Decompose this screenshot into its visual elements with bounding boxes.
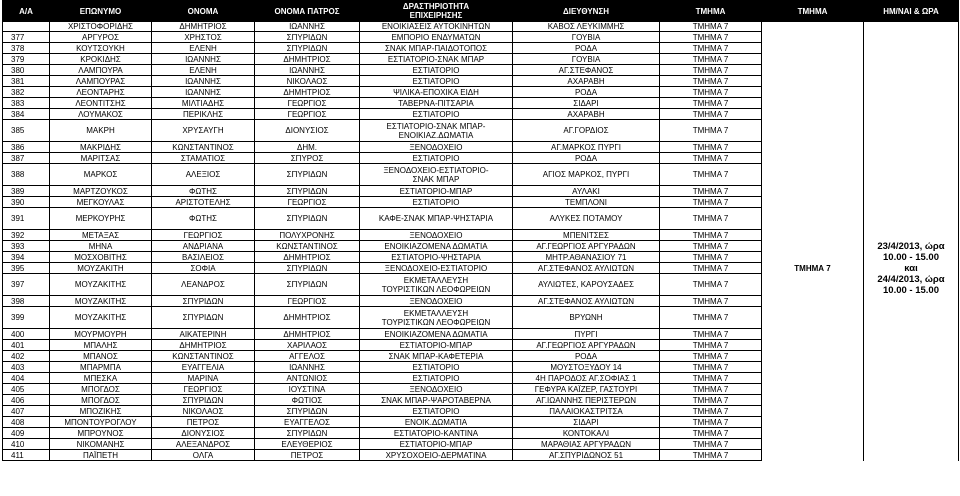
- cell-activity: ΞΕΝΟΔΟΧΕΙΟ: [360, 296, 513, 307]
- cell-address: ΑΓ.ΣΤΕΦΑΝΟΣ: [513, 65, 660, 76]
- cell-department: ΤΜΗΜΑ 7: [660, 186, 762, 197]
- cell-surname: ΠΑΪΠΕΤΗ: [50, 450, 152, 461]
- cell-address: ΠΑΛΑΙΟΚΑΣΤΡΙΤΣΑ: [513, 406, 660, 417]
- cell-surname: ΜΟΣΧΟΒΙΤΗΣ: [50, 252, 152, 263]
- cell-department: ΤΜΗΜΑ 7: [660, 164, 762, 186]
- cell-department: ΤΜΗΜΑ 7: [660, 340, 762, 351]
- cell-father-name: ΣΠΥΡΙΔΩΝ: [255, 263, 360, 274]
- cell-activity: ΨΙΛΙΚΑ-ΕΠΟΧΙΚΑ ΕΙΔΗ: [360, 87, 513, 98]
- cell-name: ΣΟΦΙΑ: [152, 263, 255, 274]
- cell-surname: ΜΑΡΚΟΣ: [50, 164, 152, 186]
- cell-name: ΣΠΥΡΙΔΩΝ: [152, 307, 255, 329]
- side-department-label: ΤΜΗΜΑ 7: [762, 208, 864, 329]
- cell-name: ΑΡΙΣΤΟΤΕΛΗΣ: [152, 197, 255, 208]
- header-cell-department-2: ΤΜΗΜΑ: [762, 1, 864, 22]
- cell-name: ΧΡΥΣΑΥΓΗ: [152, 120, 255, 142]
- side-datetime-column-bottom: [864, 329, 959, 461]
- table-row: [3, 208, 959, 230]
- cell-surname: ΜΑΡΙΤΣΑΣ: [50, 153, 152, 164]
- cell-activity: ΕΝΟΙΚ.ΔΩΜΑΤΙΑ: [360, 417, 513, 428]
- cell-department: ΤΜΗΜΑ 7: [660, 450, 762, 461]
- cell-surname: ΜΠΟΓΔΟΣ: [50, 395, 152, 406]
- cell-father-name: ΓΕΩΡΓΙΟΣ: [255, 98, 360, 109]
- side-datetime-column-top: [864, 22, 959, 208]
- cell-surname: ΛΕΟΝΤΙΤΣΗΣ: [50, 98, 152, 109]
- cell-number: 407: [3, 406, 50, 417]
- cell-name: ΔΙΟΝΥΣΙΟΣ: [152, 428, 255, 439]
- cell-name: ΛΕΑΝΔΡΟΣ: [152, 274, 255, 296]
- header-cell-address: ΔΙΕΥΘΥΝΣΗ: [513, 1, 660, 22]
- cell-number: 387: [3, 153, 50, 164]
- cell-activity: ΚΑΦΕ-ΣΝΑΚ ΜΠΑΡ-ΨΗΣΤΑΡΙΑ: [360, 208, 513, 230]
- cell-number: 395: [3, 263, 50, 274]
- cell-activity: ΕΝΟΙΚΙΑΖΟΜΕΝΑ ΔΩΜΑΤΙΑ: [360, 241, 513, 252]
- cell-department: ΤΜΗΜΑ 7: [660, 252, 762, 263]
- cell-number: 382: [3, 87, 50, 98]
- cell-activity: ΕΚΜΕΤΑΛΛΕΥΣΗ ΤΟΥΡΙΣΤΙΚΩΝ ΛΕΟΦΩΡΕΙΩΝ: [360, 307, 513, 329]
- cell-father-name: ΠΕΤΡΟΣ: [255, 450, 360, 461]
- cell-address: ΓΟΥΒΙΑ: [513, 54, 660, 65]
- cell-activity: ΕΣΤΙΑΤΟΡΙΟ: [360, 65, 513, 76]
- cell-father-name: ΙΩΑΝΝΗΣ: [255, 362, 360, 373]
- cell-department: ΤΜΗΜΑ 7: [660, 32, 762, 43]
- cell-activity: ΕΣΤΙΑΤΟΡΙΟ-ΨΗΣΤΑΡΙΑ: [360, 252, 513, 263]
- registry-table: [2, 0, 959, 461]
- cell-address: ΡΟΔΑ: [513, 153, 660, 164]
- cell-department: ΤΜΗΜΑ 7: [660, 439, 762, 450]
- cell-surname: ΜΠΟΝΤΟΥΡΟΓΛΟΥ: [50, 417, 152, 428]
- cell-address: ΚΑΒΟΣ ΛΕΥΚΙΜΜΗΣ: [513, 22, 660, 32]
- header-cell-name: ΟΝΟΜΑ: [152, 1, 255, 22]
- cell-activity: ΕΣΤΙΑΤΟΡΙΟ: [360, 153, 513, 164]
- cell-activity: ΧΡΥΣΟΧΟΕΙΟ-ΔΕΡΜΑΤΙΝΑ: [360, 450, 513, 461]
- cell-number: 410: [3, 439, 50, 450]
- cell-name: ΑΛΕΞΑΝΔΡΟΣ: [152, 439, 255, 450]
- cell-surname: ΛΑΜΠΟΥΡΑ: [50, 65, 152, 76]
- header-row: [3, 1, 959, 22]
- cell-father-name: ΧΑΡΙΛΑΟΣ: [255, 340, 360, 351]
- cell-number: 405: [3, 384, 50, 395]
- cell-address: ΑΧΑΡΑΒΗ: [513, 109, 660, 120]
- schedule-line: 10.00 - 15.00: [883, 284, 939, 296]
- cell-address: ΣΙΔΑΡΙ: [513, 98, 660, 109]
- cell-number: 397: [3, 274, 50, 296]
- cell-father-name: ΙΩΑΝΝΗΣ: [255, 22, 360, 32]
- cell-department: ΤΜΗΜΑ 7: [660, 208, 762, 230]
- cell-department: ΤΜΗΜΑ 7: [660, 87, 762, 98]
- cell-surname: ΛΑΜΠΟΥΡΑΣ: [50, 76, 152, 87]
- cell-father-name: ΑΝΤΩΝΙΟΣ: [255, 373, 360, 384]
- cell-father-name: ΙΟΥΣΤΙΝΑ: [255, 384, 360, 395]
- cell-department: ΤΜΗΜΑ 7: [660, 406, 762, 417]
- cell-department: ΤΜΗΜΑ 7: [660, 142, 762, 153]
- cell-department: ΤΜΗΜΑ 7: [660, 43, 762, 54]
- cell-surname: ΜΠΑΡΜΠΑ: [50, 362, 152, 373]
- cell-surname: ΜΟΥΖΑΚΙΤΗΣ: [50, 296, 152, 307]
- cell-name: ΣΤΑΜΑΤΙΟΣ: [152, 153, 255, 164]
- cell-department: ΤΜΗΜΑ 7: [660, 351, 762, 362]
- cell-activity: ΞΕΝΟΔΟΧΕΙΟ: [360, 142, 513, 153]
- cell-address: ΠΥΡΓΙ: [513, 329, 660, 340]
- cell-surname: ΜΑΡΤΖΟΥΚΟΣ: [50, 186, 152, 197]
- cell-department: ΤΜΗΜΑ 7: [660, 362, 762, 373]
- cell-name: ΣΠΥΡΙΔΩΝ: [152, 395, 255, 406]
- side-department-column-bottom: [762, 329, 864, 461]
- cell-address: ΑΓ.ΜΑΡΚΟΣ ΠΥΡΓΙ: [513, 142, 660, 153]
- cell-father-name: ΔΙΟΝΥΣΙΟΣ: [255, 120, 360, 142]
- cell-name: ΕΥΑΓΓΕΛΙΑ: [152, 362, 255, 373]
- header-cell-aa: Α/Α: [3, 1, 50, 22]
- cell-surname: ΝΙΚΟΜΑΝΗΣ: [50, 439, 152, 450]
- cell-name: ΦΩΤΗΣ: [152, 186, 255, 197]
- cell-address: ΜΠΕΝΙΤΣΕΣ: [513, 230, 660, 241]
- cell-address: ΚΟΝΤΟΚΑΛΙ: [513, 428, 660, 439]
- cell-father-name: ΦΩΤΙΟΣ: [255, 395, 360, 406]
- cell-number: 398: [3, 296, 50, 307]
- header-cell-surname: ΕΠΩΝΥΜΟ: [50, 1, 152, 22]
- cell-number: 400: [3, 329, 50, 340]
- cell-name: ΦΩΤΗΣ: [152, 208, 255, 230]
- cell-number: 406: [3, 395, 50, 406]
- cell-father-name: ΔΗΜΗΤΡΙΟΣ: [255, 307, 360, 329]
- cell-name: ΚΩΝΣΤΑΝΤΙΝΟΣ: [152, 351, 255, 362]
- cell-activity: ΕΝΟΙΚΙΑΖΟΜΕΝΑ ΔΩΜΑΤΙΑ: [360, 329, 513, 340]
- cell-number: 409: [3, 428, 50, 439]
- cell-activity: ΕΣΤΙΑΤΟΡΙΟ: [360, 197, 513, 208]
- cell-father-name: ΔΗΜΗΤΡΙΟΣ: [255, 329, 360, 340]
- cell-name: ΜΑΡΙΝΑ: [152, 373, 255, 384]
- cell-address: ΑΓ.ΓΟΡΔΙΟΣ: [513, 120, 660, 142]
- cell-surname: ΜΠΡΟΥΝΟΣ: [50, 428, 152, 439]
- cell-surname: ΚΡΟΚΙΔΗΣ: [50, 54, 152, 65]
- cell-name: ΠΕΤΡΟΣ: [152, 417, 255, 428]
- cell-number: 403: [3, 362, 50, 373]
- cell-department: ΤΜΗΜΑ 7: [660, 307, 762, 329]
- cell-father-name: ΣΠΥΡΙΔΩΝ: [255, 208, 360, 230]
- schedule-line: 23/4/2013, ώρα: [877, 240, 945, 252]
- cell-activity: ΕΣΤΙΑΤΟΡΙΟ: [360, 373, 513, 384]
- cell-name: ΔΗΜΗΤΡΙΟΣ: [152, 340, 255, 351]
- cell-activity: ΕΣΤΙΑΤΟΡΙΟ: [360, 76, 513, 87]
- cell-department: ΤΜΗΜΑ 7: [660, 296, 762, 307]
- cell-name: ΚΩΝΣΤΑΝΤΙΝΟΣ: [152, 142, 255, 153]
- cell-address: ΑΓΙΟΣ ΜΑΡΚΟΣ, ΠΥΡΓΙ: [513, 164, 660, 186]
- cell-surname: ΜΑΚΡΗ: [50, 120, 152, 142]
- schedule-line: και: [904, 262, 918, 274]
- cell-department: ΤΜΗΜΑ 7: [660, 197, 762, 208]
- cell-surname: ΛΟΥΜΑΚΟΣ: [50, 109, 152, 120]
- cell-name: ΒΑΣΙΛΕΙΟΣ: [152, 252, 255, 263]
- cell-surname: ΜΠΟΓΔΟΣ: [50, 384, 152, 395]
- cell-activity: ΕΣΤΙΑΤΟΡΙΟ-ΜΠΑΡ: [360, 186, 513, 197]
- cell-father-name: ΙΩΑΝΝΗΣ: [255, 65, 360, 76]
- cell-number: 401: [3, 340, 50, 351]
- cell-surname: ΜΟΥΖΑΚΙΤΗΣ: [50, 274, 152, 296]
- cell-number: [3, 22, 50, 32]
- cell-activity: ΕΣΤΙΑΤΟΡΙΟ: [360, 406, 513, 417]
- cell-number: 390: [3, 197, 50, 208]
- cell-address: ΓΟΥΒΙΑ: [513, 32, 660, 43]
- cell-department: ΤΜΗΜΑ 7: [660, 373, 762, 384]
- header-cell-activity: ΔΡΑΣΤΗΡΙΟΤΗΤΑ ΕΠΙΧΕΙΡΗΣΗΣ: [360, 1, 513, 22]
- cell-surname: ΑΡΓΥΡΟΣ: [50, 32, 152, 43]
- header-cell-department: ΤΜΗΜΑ: [660, 1, 762, 22]
- cell-name: ΧΡΗΣΤΟΣ: [152, 32, 255, 43]
- cell-number: 377: [3, 32, 50, 43]
- cell-activity: ΕΚΜΕΤΑΛΛΕΥΣΗ ΤΟΥΡΙΣΤΙΚΩΝ ΛΕΟΦΩΡΕΙΩΝ: [360, 274, 513, 296]
- cell-name: ΙΩΑΝΝΗΣ: [152, 54, 255, 65]
- cell-surname: ΧΡΙΣΤΟΦΟΡΙΔΗΣ: [50, 22, 152, 32]
- cell-number: 386: [3, 142, 50, 153]
- cell-department: ΤΜΗΜΑ 7: [660, 109, 762, 120]
- cell-name: ΟΛΓΑ: [152, 450, 255, 461]
- cell-name: ΔΗΜΗΤΡΙΟΣ: [152, 22, 255, 32]
- cell-surname: ΜΕΡΚΟΥΡΗΣ: [50, 208, 152, 230]
- cell-activity: ΞΕΝΟΔΟΧΕΙΟ: [360, 230, 513, 241]
- cell-department: ΤΜΗΜΑ 7: [660, 230, 762, 241]
- cell-address: ΑΓ.ΣΤΕΦΑΝΟΣ ΑΥΛΙΩΤΩΝ: [513, 263, 660, 274]
- cell-address: ΜΟΥΣΤΟΞΥΔΟΥ 14: [513, 362, 660, 373]
- cell-activity: ΣΝΑΚ ΜΠΑΡ-ΨΑΡΟΤΑΒΕΡΝΑ: [360, 395, 513, 406]
- cell-address: ΜΑΡΑΘΙΑΣ ΑΡΓΥΡΑΔΩΝ: [513, 439, 660, 450]
- cell-name: ΓΕΩΡΓΙΟΣ: [152, 230, 255, 241]
- table-row: [3, 22, 959, 32]
- cell-number: 392: [3, 230, 50, 241]
- cell-activity: ΕΣΤΙΑΤΟΡΙΟ-ΣΝΑΚ ΜΠΑΡ: [360, 54, 513, 65]
- cell-number: 402: [3, 351, 50, 362]
- cell-father-name: ΔΗΜΗΤΡΙΟΣ: [255, 54, 360, 65]
- cell-activity: ΕΣΤΙΑΤΟΡΙΟ-ΣΝΑΚ ΜΠΑΡ- ΕΝΟΙΚΙΑΖ.ΔΩΜΑΤΙΑ: [360, 120, 513, 142]
- cell-name: ΠΕΡΙΚΛΗΣ: [152, 109, 255, 120]
- cell-address: ΑΓ.ΓΕΩΡΓΙΟΣ ΑΡΓΥΡΑΔΩΝ: [513, 241, 660, 252]
- cell-number: 391: [3, 208, 50, 230]
- schedule-line: 10.00 - 15.00: [883, 251, 939, 263]
- cell-number: 411: [3, 450, 50, 461]
- cell-activity: ΕΣΤΙΑΤΟΡΙΟ: [360, 109, 513, 120]
- cell-department: ΤΜΗΜΑ 7: [660, 22, 762, 32]
- header-cell-date-time: ΗΜ/ΝΑΙ & ΩΡΑ: [864, 1, 959, 22]
- cell-surname: ΜΟΥΖΑΚΙΤΗΣ: [50, 307, 152, 329]
- cell-father-name: ΕΥΑΓΓΕΛΟΣ: [255, 417, 360, 428]
- cell-activity: ΕΣΤΙΑΤΟΡΙΟ-ΜΠΑΡ: [360, 439, 513, 450]
- cell-address: ΓΕΦΥΡΑ ΚΑΪΖΕΡ, ΓΑΣΤΟΥΡΙ: [513, 384, 660, 395]
- cell-activity: ΕΣΤΙΑΤΟΡΙΟ: [360, 362, 513, 373]
- header-cell-father-name: ΟΝΟΜΑ ΠΑΤΡΟΣ: [255, 1, 360, 22]
- cell-name: ΑΙΚΑΤΕΡΙΝΗ: [152, 329, 255, 340]
- cell-department: ΤΜΗΜΑ 7: [660, 120, 762, 142]
- cell-activity: ΕΣΤΙΑΤΟΡΙΟ-ΜΠΑΡ: [360, 340, 513, 351]
- cell-department: ΤΜΗΜΑ 7: [660, 395, 762, 406]
- cell-number: 384: [3, 109, 50, 120]
- table-row: [3, 329, 959, 340]
- cell-number: 383: [3, 98, 50, 109]
- cell-address: ΡΟΔΑ: [513, 43, 660, 54]
- cell-surname: ΜΠΕΣΚΑ: [50, 373, 152, 384]
- cell-department: ΤΜΗΜΑ 7: [660, 274, 762, 296]
- cell-name: ΑΝΔΡΙΑΝΑ: [152, 241, 255, 252]
- cell-surname: ΜΕΤΑΞΑΣ: [50, 230, 152, 241]
- cell-surname: ΜΠΑΝΟΣ: [50, 351, 152, 362]
- cell-department: ΤΜΗΜΑ 7: [660, 98, 762, 109]
- cell-department: ΤΜΗΜΑ 7: [660, 263, 762, 274]
- cell-number: 381: [3, 76, 50, 87]
- cell-department: ΤΜΗΜΑ 7: [660, 65, 762, 76]
- cell-surname: ΜΟΥΖΑΚΙΤΗ: [50, 263, 152, 274]
- cell-father-name: ΓΕΩΡΓΙΟΣ: [255, 109, 360, 120]
- cell-number: 394: [3, 252, 50, 263]
- cell-number: 393: [3, 241, 50, 252]
- cell-surname: ΜΟΥΡΜΟΥΡΗ: [50, 329, 152, 340]
- cell-name: ΑΛΕΞΙΟΣ: [152, 164, 255, 186]
- cell-father-name: ΓΕΩΡΓΙΟΣ: [255, 296, 360, 307]
- cell-surname: ΜΠΟΖΙΚΗΣ: [50, 406, 152, 417]
- cell-father-name: ΑΓΓΕΛΟΣ: [255, 351, 360, 362]
- cell-surname: ΚΟΥΤΣΟΥΚΗ: [50, 43, 152, 54]
- cell-father-name: ΣΠΥΡΟΣ: [255, 153, 360, 164]
- cell-father-name: ΚΩΝΣΤΑΝΤΙΝΟΣ: [255, 241, 360, 252]
- cell-number: 399: [3, 307, 50, 329]
- cell-name: ΜΙΛΤΙΑΔΗΣ: [152, 98, 255, 109]
- cell-number: 388: [3, 164, 50, 186]
- cell-activity: ΞΕΝΟΔΟΧΕΙΟ: [360, 384, 513, 395]
- cell-activity: ΣΝΑΚ ΜΠΑΡ-ΠΑΙΔΟΤΟΠΟΣ: [360, 43, 513, 54]
- cell-number: 389: [3, 186, 50, 197]
- cell-name: ΕΛΕΝΗ: [152, 43, 255, 54]
- cell-name: ΓΕΩΡΓΙΟΣ: [152, 384, 255, 395]
- cell-number: 380: [3, 65, 50, 76]
- cell-surname: ΜΗΝΑ: [50, 241, 152, 252]
- cell-department: ΤΜΗΜΑ 7: [660, 153, 762, 164]
- cell-address: ΑΓ.ΓΕΩΡΓΙΟΣ ΑΡΓΥΡΑΔΩΝ: [513, 340, 660, 351]
- cell-activity: ΕΝΟΙΚΙΑΣΕΙΣ ΑΥΤΟΚΙΝΗΤΩΝ: [360, 22, 513, 32]
- cell-address: ΡΟΔΑ: [513, 351, 660, 362]
- cell-address: ΤΕΜΠΛΟΝΙ: [513, 197, 660, 208]
- cell-father-name: ΣΠΥΡΙΔΩΝ: [255, 274, 360, 296]
- cell-surname: ΜΕΓΚΟΥΛΑΣ: [50, 197, 152, 208]
- cell-surname: ΜΠΑΛΗΣ: [50, 340, 152, 351]
- cell-activity: ΕΣΤΙΑΤΟΡΙΟ-ΚΑΝΤΙΝΑ: [360, 428, 513, 439]
- cell-number: 378: [3, 43, 50, 54]
- cell-department: ΤΜΗΜΑ 7: [660, 329, 762, 340]
- cell-number: 408: [3, 417, 50, 428]
- cell-department: ΤΜΗΜΑ 7: [660, 384, 762, 395]
- schedule-datetime-cell: [864, 208, 959, 329]
- cell-father-name: ΣΠΥΡΙΔΩΝ: [255, 43, 360, 54]
- cell-father-name: ΠΟΛΥΧΡΟΝΗΣ: [255, 230, 360, 241]
- cell-name: ΣΠΥΡΙΔΩΝ: [152, 296, 255, 307]
- cell-father-name: ΣΠΥΡΙΔΩΝ: [255, 406, 360, 417]
- cell-activity: ΞΕΝΟΔΟΧΕΙΟ-ΕΣΤΙΑΤΟΡΙΟ: [360, 263, 513, 274]
- cell-father-name: ΣΠΥΡΙΔΩΝ: [255, 164, 360, 186]
- cell-address: ΣΙΔΑΡΙ: [513, 417, 660, 428]
- cell-surname: ΜΑΚΡΙΔΗΣ: [50, 142, 152, 153]
- cell-father-name: ΔΗΜΗΤΡΙΟΣ: [255, 252, 360, 263]
- cell-name: ΕΛΕΝΗ: [152, 65, 255, 76]
- cell-father-name: ΝΙΚΟΛΑΟΣ: [255, 76, 360, 87]
- cell-department: ΤΜΗΜΑ 7: [660, 76, 762, 87]
- cell-address: ΒΡΥΩΝΗ: [513, 307, 660, 329]
- cell-address: ΑΓ.ΙΩΑΝΝΗΣ ΠΕΡΙΣΤΕΡΩΝ: [513, 395, 660, 406]
- cell-father-name: ΔΗΜΗΤΡΙΟΣ: [255, 87, 360, 98]
- cell-department: ΤΜΗΜΑ 7: [660, 417, 762, 428]
- cell-father-name: ΔΗΜ.: [255, 142, 360, 153]
- cell-surname: ΛΕΟΝΤΑΡΗΣ: [50, 87, 152, 98]
- schedule-line: 24/4/2013, ώρα: [877, 273, 945, 285]
- cell-activity: ΤΑΒΕΡΝΑ-ΠΙΤΣΑΡΙΑ: [360, 98, 513, 109]
- cell-address: ΑΓ.ΣΠΥΡΙΔΩΝΟΣ 51: [513, 450, 660, 461]
- cell-father-name: ΣΠΥΡΙΔΩΝ: [255, 32, 360, 43]
- cell-department: ΤΜΗΜΑ 7: [660, 428, 762, 439]
- cell-address: ΑΥΛΙΩΤΕΣ, ΚΑΡΟΥΣΑΔΕΣ: [513, 274, 660, 296]
- cell-address: ΑΧΑΡΑΒΗ: [513, 76, 660, 87]
- cell-father-name: ΓΕΩΡΓΙΟΣ: [255, 197, 360, 208]
- cell-address: ΑΓ.ΣΤΕΦΑΝΟΣ ΑΥΛΙΩΤΩΝ: [513, 296, 660, 307]
- cell-number: 404: [3, 373, 50, 384]
- cell-name: ΙΩΑΝΝΗΣ: [152, 87, 255, 98]
- cell-father-name: ΣΠΥΡΙΔΩΝ: [255, 186, 360, 197]
- cell-address: ΜΗΤΡ.ΑΘΑΝΑΣΙΟΥ 71: [513, 252, 660, 263]
- cell-activity: ΕΜΠΟΡΙΟ ΕΝΔΥΜΑΤΩΝ: [360, 32, 513, 43]
- cell-address: ΑΛΥΚΕΣ ΠΟΤΑΜΟΥ: [513, 208, 660, 230]
- cell-name: ΙΩΑΝΝΗΣ: [152, 76, 255, 87]
- cell-department: ΤΜΗΜΑ 7: [660, 54, 762, 65]
- cell-father-name: ΣΠΥΡΙΔΩΝ: [255, 428, 360, 439]
- cell-address: ΡΟΔΑ: [513, 87, 660, 98]
- cell-address: 4Η ΠΑΡΟΔΟΣ ΑΓ.ΣΟΦΙΑΣ 1: [513, 373, 660, 384]
- cell-address: ΑΥΛΑΚΙ: [513, 186, 660, 197]
- side-department-column-top: [762, 22, 864, 208]
- cell-father-name: ΕΛΕΥΘΕΡΙΟΣ: [255, 439, 360, 450]
- cell-number: 379: [3, 54, 50, 65]
- cell-department: ΤΜΗΜΑ 7: [660, 241, 762, 252]
- cell-activity: ΣΝΑΚ ΜΠΑΡ-ΚΑΦΕΤΕΡΙΑ: [360, 351, 513, 362]
- cell-activity: ΞΕΝΟΔΟΧΕΙΟ-ΕΣΤΙΑΤΟΡΙΟ- ΣΝΑΚ ΜΠΑΡ: [360, 164, 513, 186]
- cell-number: 385: [3, 120, 50, 142]
- cell-name: ΝΙΚΟΛΑΟΣ: [152, 406, 255, 417]
